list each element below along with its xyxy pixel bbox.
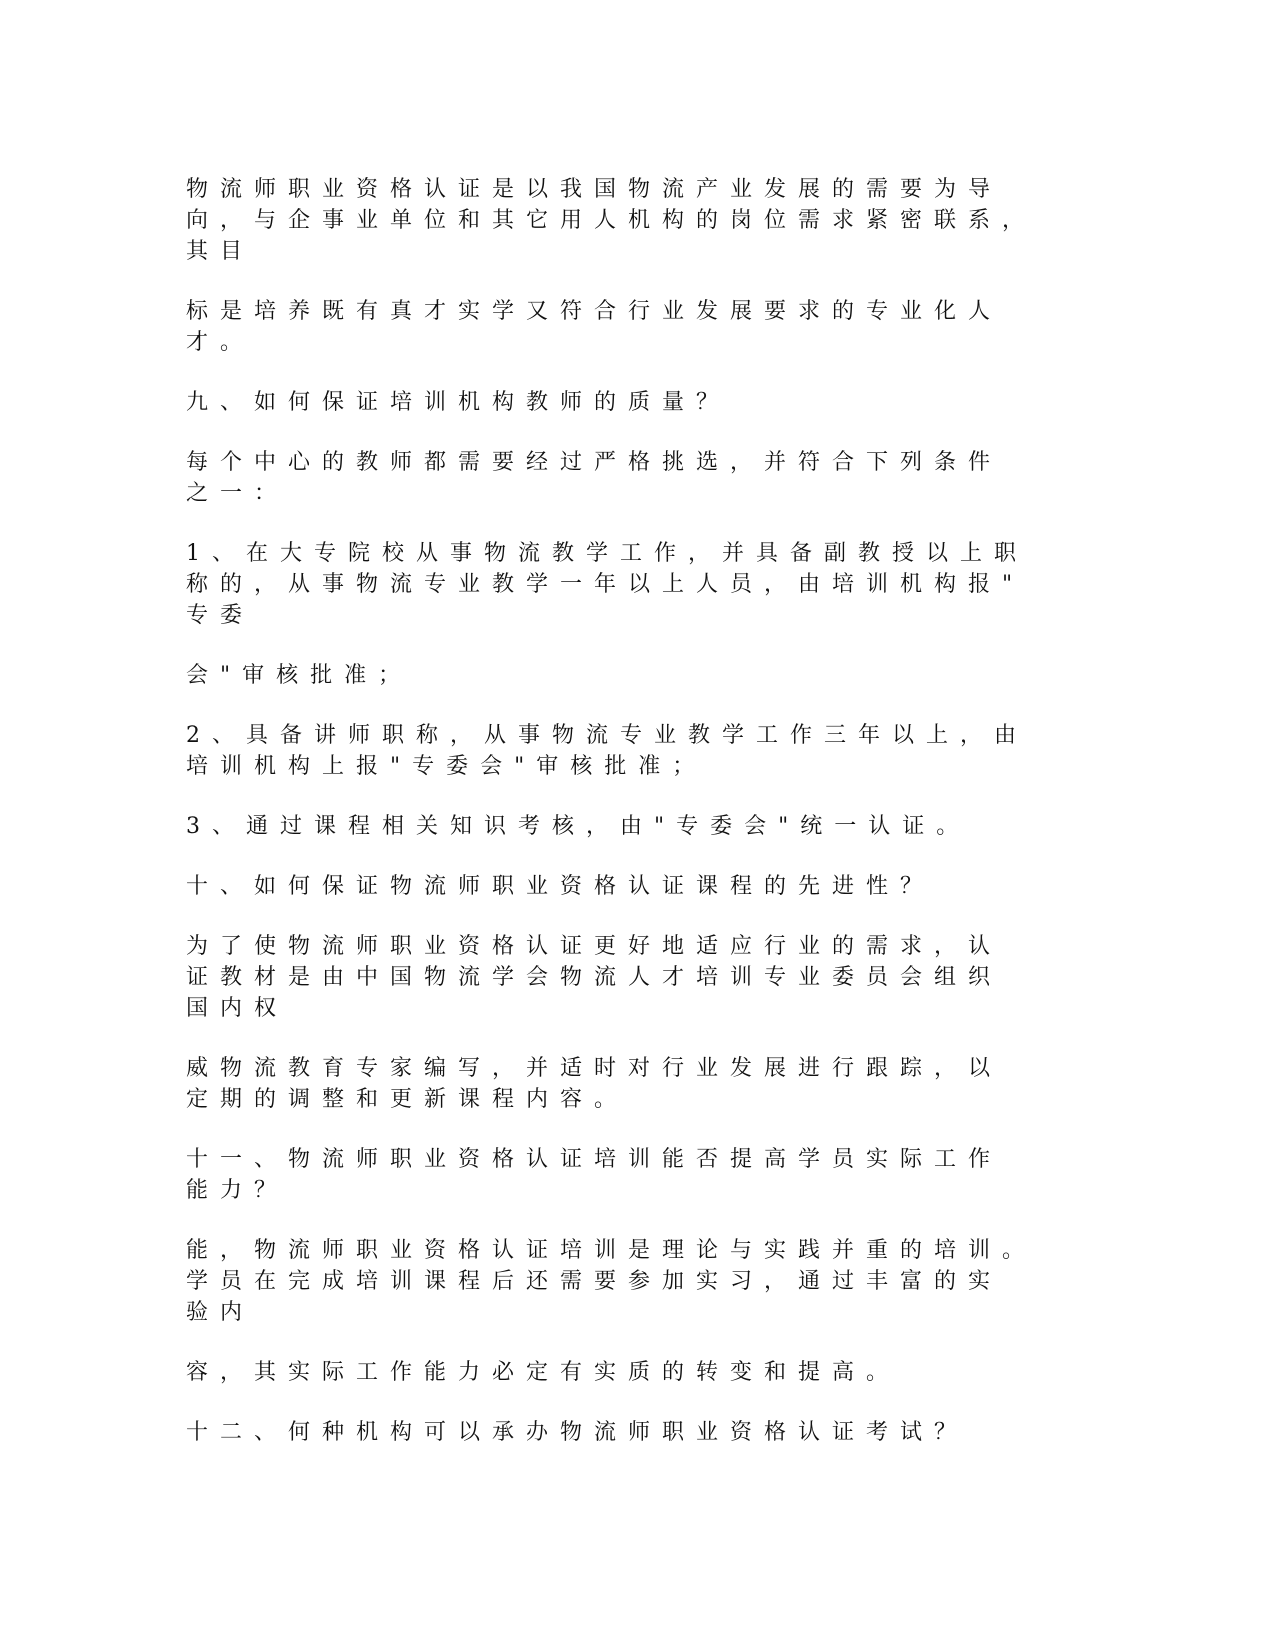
- paragraph: [186, 387, 1106, 418]
- text-line: 定期的调整和更新课程内容。: [186, 1087, 629, 1112]
- text-line: 3、通过课程相关知识考核，由"专委会"统一认证。: [186, 814, 971, 839]
- text-line: 威物流教育专家编写，并适时对行业发展进行跟踪，以: [186, 1056, 1003, 1081]
- text-line: 十、如何保证物流师职业资格认证课程的先进性？: [186, 874, 935, 899]
- paragraph: [186, 811, 1106, 842]
- paragraph: [186, 1417, 1106, 1448]
- text-line: 称的，从事物流专业教学一年以上人员，由培训机构报": [186, 572, 1025, 597]
- paragraph: [186, 538, 1106, 631]
- text-line: 能力？: [186, 1178, 289, 1203]
- text-line: 国内权: [186, 996, 289, 1021]
- text-line: 容，其实际工作能力必定有实质的转变和提高。: [186, 1360, 901, 1385]
- text-line: 才。: [186, 330, 255, 355]
- text-line: 学员在完成培训课程后还需要参加实习，通过丰富的实: [186, 1269, 1003, 1294]
- text-line: 培训机构上报"专委会"审核批准；: [186, 754, 707, 779]
- text-line: 2、具备讲师职称，从事物流专业教学工作三年以上，由: [186, 723, 1028, 748]
- text-line: 十一、物流师职业资格认证培训能否提高学员实际工作: [186, 1147, 1003, 1172]
- paragraph: [186, 1144, 1106, 1206]
- text-line: 向，与企事业单位和其它用人机构的岗位需求紧密联系，: [186, 208, 1037, 233]
- text-line: 会"审核批准；: [186, 663, 413, 688]
- text-line: 验内: [186, 1300, 255, 1325]
- paragraph: [186, 1235, 1106, 1328]
- text-line: 每个中心的教师都需要经过严格挑选，并符合下列条件: [186, 450, 1003, 475]
- text-line: 九、如何保证培训机构教师的质量？: [186, 390, 731, 415]
- text-line: 为了使物流师职业资格认证更好地适应行业的需求，认: [186, 934, 1003, 959]
- text-line: 十二、何种机构可以承办物流师职业资格认证考试？: [186, 1420, 969, 1445]
- document-body: [186, 174, 1106, 1477]
- paragraph: [186, 1357, 1106, 1388]
- paragraph: [186, 174, 1106, 267]
- text-line: 专委: [186, 603, 255, 628]
- paragraph: [186, 660, 1106, 691]
- text-line: 证教材是由中国物流学会物流人才培训专业委员会组织: [186, 965, 1003, 990]
- text-line: 物流师职业资格认证是以我国物流产业发展的需要为导: [186, 177, 1003, 202]
- paragraph: [186, 871, 1106, 902]
- text-line: 1、在大专院校从事物流教学工作，并具备副教授以上职: [186, 541, 1028, 566]
- text-line: 标是培养既有真才实学又符合行业发展要求的专业化人: [186, 299, 1003, 324]
- paragraph: [186, 447, 1106, 509]
- text-line: 之一：: [186, 481, 289, 506]
- text-line: 其目: [186, 239, 255, 264]
- paragraph: [186, 720, 1106, 782]
- text-line: 能，物流师职业资格认证培训是理论与实践并重的培训。: [186, 1238, 1037, 1263]
- paragraph: [186, 296, 1106, 358]
- paragraph: [186, 1053, 1106, 1115]
- paragraph: [186, 931, 1106, 1024]
